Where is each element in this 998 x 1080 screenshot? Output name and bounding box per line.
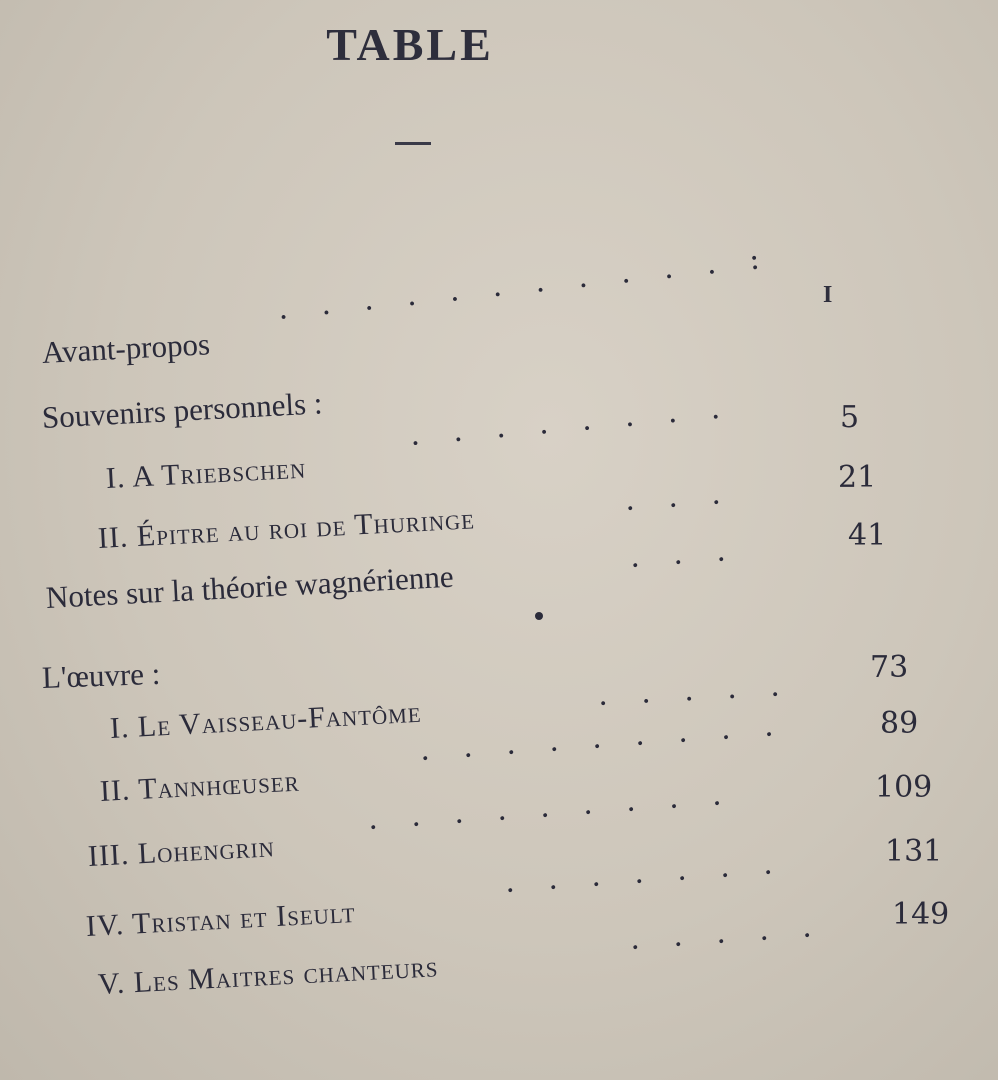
page-title: TABLE bbox=[326, 19, 494, 70]
toc-dots-triebschen: . . . . . . . . bbox=[408, 389, 734, 453]
toc-entry-triebschen: I. A Triebschen bbox=[105, 451, 307, 495]
toc-dots-maitres: . . . . . bbox=[628, 908, 825, 957]
toc-page-triebschen: 21 bbox=[838, 460, 877, 495]
toc-entry-vaisseau: I. Le Vaisseau-Fantôme bbox=[109, 695, 423, 745]
toc-page-tristan: 149 bbox=[892, 897, 950, 932]
toc-page-epitre: 41 bbox=[848, 518, 887, 553]
toc-entry-souvenirs: Souvenirs personnels : bbox=[41, 385, 324, 435]
toc-page-vaisseau: 89 bbox=[880, 706, 919, 741]
toc-page-oeuvre: 73 bbox=[870, 650, 909, 685]
toc-entry-tristan: IV. Tristan et Iseult bbox=[85, 895, 357, 943]
toc-dots-tristan: . . . . . . . bbox=[503, 845, 786, 900]
stray-dot bbox=[535, 612, 543, 620]
toc-dots-avant-propos: . . . . . . . . . . . : bbox=[276, 240, 774, 327]
toc-dots-tannhoeuser: . . . . . . . . . bbox=[418, 707, 787, 768]
toc-page-souvenirs: 5 bbox=[840, 400, 860, 435]
toc-entry-avant-propos: Avant-propos bbox=[41, 326, 211, 370]
page-number-roman: I bbox=[823, 282, 833, 308]
toc-page-tannhoeuser: 109 bbox=[875, 770, 933, 805]
toc-page-lohengrin: 131 bbox=[885, 834, 943, 869]
toc-entry-lohengrin: III. Lohengrin bbox=[87, 830, 276, 873]
toc-entry-tannhoeuser: II. Tannhœuser bbox=[99, 764, 301, 808]
toc-entry-notes: Notes sur la théorie wagnérienne bbox=[45, 558, 455, 615]
toc-dots-vaisseau: . . . . . bbox=[597, 667, 793, 713]
toc-dots-epitre: . . . bbox=[623, 475, 734, 518]
toc-dots-lohengrin: . . . . . . . . . bbox=[366, 776, 735, 837]
toc-dots-notes: . . . bbox=[628, 532, 739, 575]
toc-entry-epitre: II. Épitre au roi de Thuringe bbox=[97, 502, 476, 555]
toc-entry-oeuvre: L'œuvre : bbox=[41, 655, 161, 695]
toc-entry-maitres: V. Les Maitres chanteurs bbox=[97, 950, 440, 1001]
